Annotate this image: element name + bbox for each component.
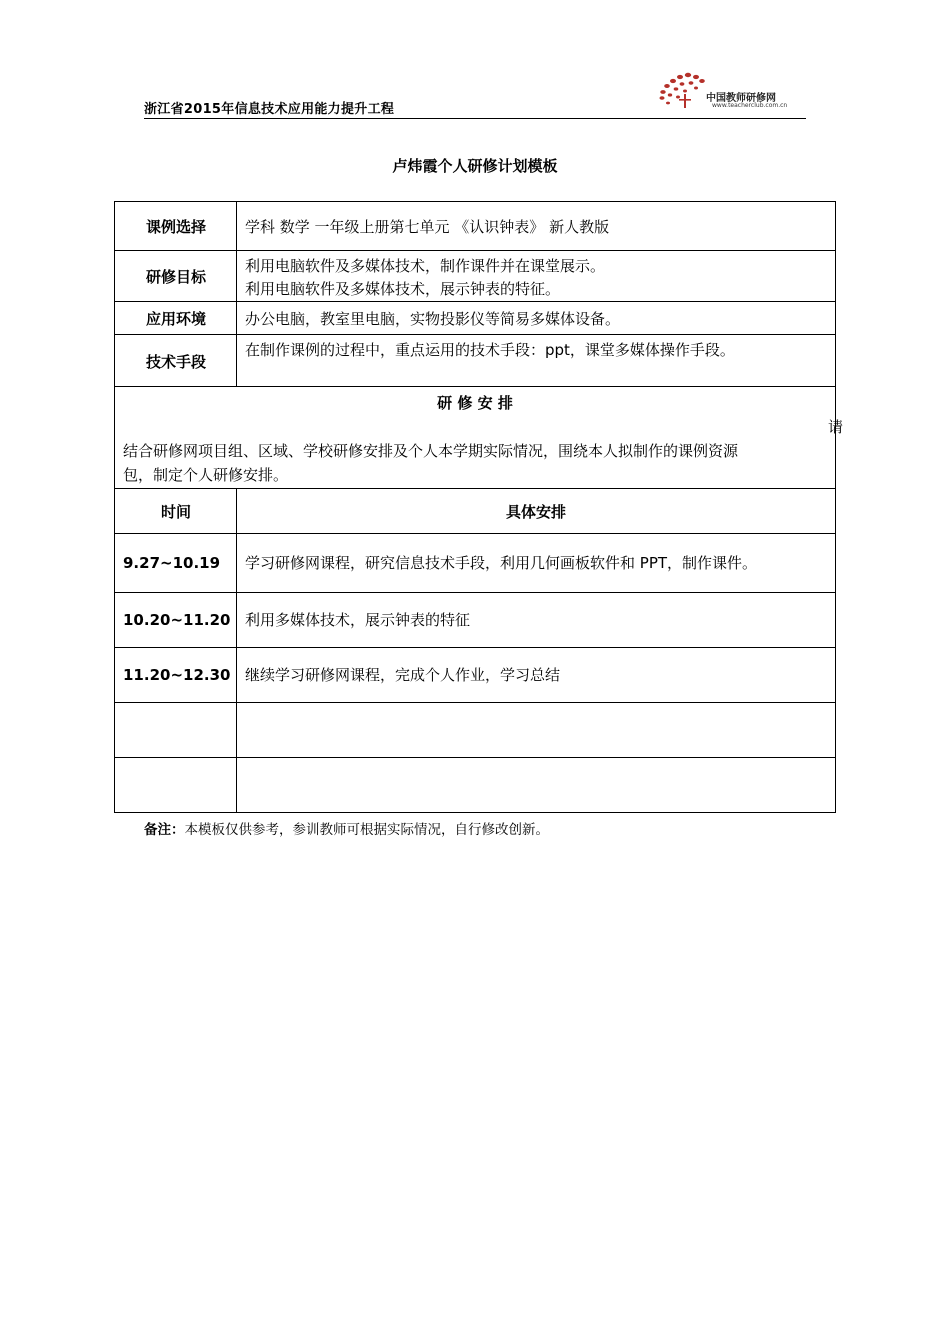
row-divider [115, 702, 835, 703]
row-divider [115, 334, 835, 335]
value-environment: 办公电脑，教室里电脑，实物投影仪等简易多媒体设备。 [245, 310, 621, 328]
column-divider [236, 202, 237, 386]
row-divider [115, 488, 835, 489]
row-divider [115, 301, 835, 302]
row-divider [115, 757, 835, 758]
header-divider [144, 118, 806, 119]
arrangement-overflow-char: 请 [828, 418, 844, 436]
schedule-time: 11.20~12.30 [123, 666, 231, 684]
value-training-goal-line2: 利用电脑软件及多媒体技术，展示钟表的特征。 [245, 280, 561, 298]
schedule-header-time: 时间 [160, 503, 191, 521]
schedule-time: 9.27~10.19 [123, 554, 221, 572]
arrangement-text-line1: 结合研修网项目组、区域、学校研修安排及个人本学期实际情况，围绕本人拟制作的课例资源 [123, 442, 739, 460]
logo-brand-name: 中国教师研修网 [706, 93, 776, 104]
label-technical-means: 技术手段 [145, 353, 206, 371]
footnote-label: 备注： [144, 822, 185, 838]
arrangement-text-line2: 包，制定个人研修安排。 [123, 466, 289, 484]
schedule-plan: 继续学习研修网课程，完成个人作业，学习总结 [245, 666, 561, 684]
column-divider [236, 488, 237, 813]
label-course-selection: 课例选择 [145, 218, 206, 236]
header-title: 浙江省2015年信息技术应用能力提升工程 [144, 102, 395, 117]
schedule-time: 10.20~11.20 [123, 611, 231, 629]
label-training-goal: 研修目标 [145, 268, 206, 286]
logo-url: www.teacherclub.com.cn [712, 102, 788, 109]
document-title: 卢炜霞个人研修计划模板 [392, 157, 558, 175]
arrangement-heading: 研 修 安 排 [437, 394, 513, 412]
row-divider [115, 647, 835, 648]
footnote-text: 本模板仅供参考，参训教师可根据实际情况，自行修改创新。 [184, 822, 549, 838]
schedule-plan: 学习研修网课程，研究信息技术手段，利用几何画板软件和 PPT，制作课件。 [245, 554, 758, 572]
value-training-goal-line1: 利用电脑软件及多媒体技术，制作课件并在课堂展示。 [245, 257, 606, 275]
schedule-plan: 利用多媒体技术，展示钟表的特征 [245, 611, 471, 629]
row-divider [115, 250, 835, 251]
schedule-header-plan: 具体安排 [505, 503, 566, 521]
footnote [144, 818, 549, 838]
value-course-selection: 学科 数学 一年级上册第七单元 《认识钟表》 新人教版 [245, 218, 610, 236]
row-divider [115, 386, 835, 387]
label-environment: 应用环境 [145, 310, 206, 328]
value-technical-means: 在制作课例的过程中，重点运用的技术手段：ppt，课堂多媒体操作手段。 [245, 341, 735, 359]
row-divider [115, 533, 835, 534]
row-divider [115, 592, 835, 593]
